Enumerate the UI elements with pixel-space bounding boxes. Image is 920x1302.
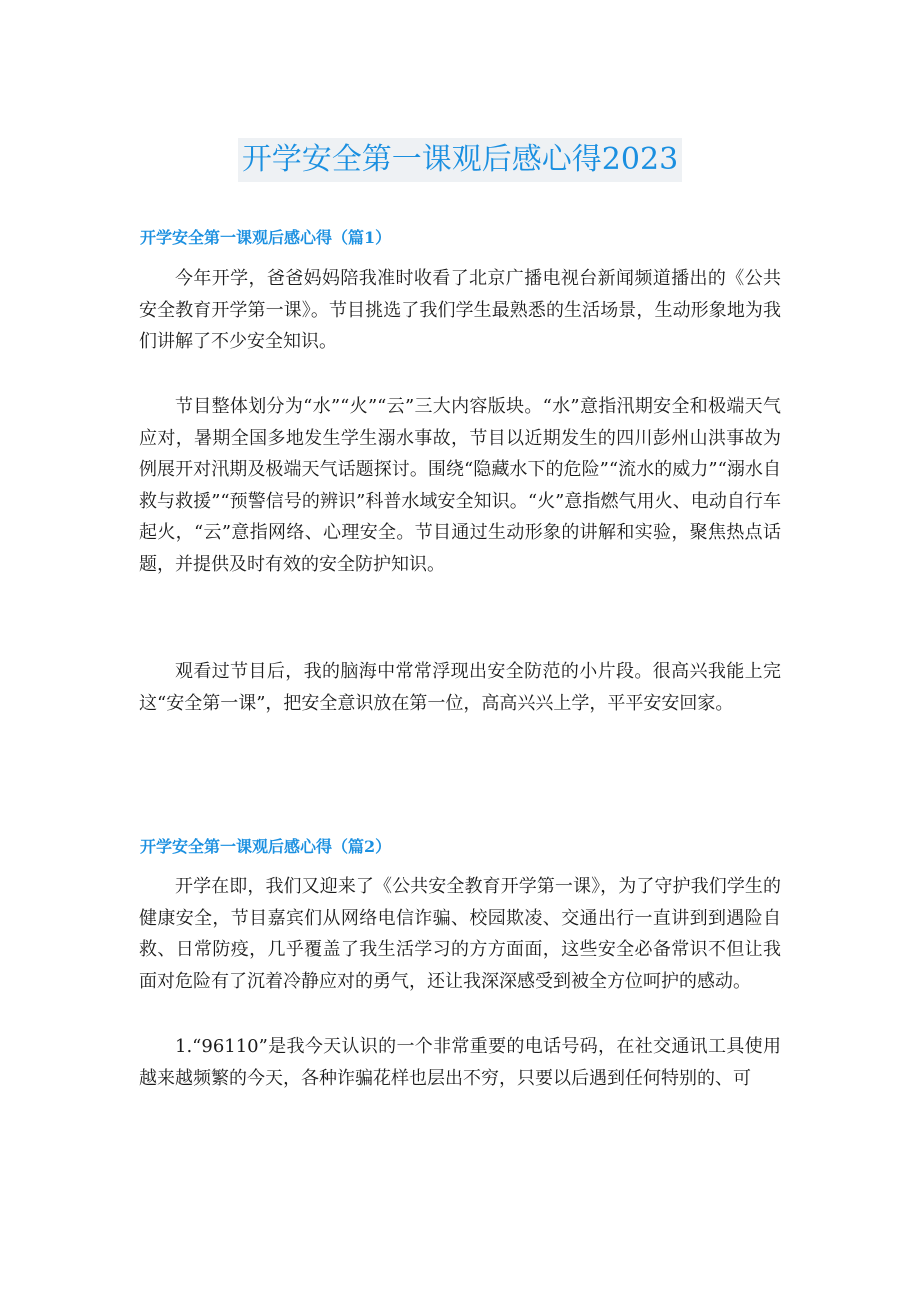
paragraph: 节目整体划分为“水”“火”“云”三大内容版块。“水”意指汛期安全和极端天气应对，暑期全国多地发生学生溺水事故，节目以近期发生的四川彭州山洪事故为例展开对汛期及极端天气话题探讨。围绕“隐藏水下的危险”“流水的威力”“溺水自救与救援”“预警信号的辨识”科普水域安全知识。“火”意指燃气用火、电动自行车起火，“云”意指网络、心理安全。节目通过生动形象的讲解和实验，聚焦热点话题，并提供及时有效的安全防护知识。 <box>139 396 781 575</box>
section-heading-1: 开学安全第一课观后感心得（篇1） <box>140 228 392 247</box>
document-title: 开学安全第一课观后感心得2023 <box>238 138 682 182</box>
title-container <box>0 138 920 182</box>
section-heading-2: 开学安全第一课观后感心得（篇2） <box>140 837 392 856</box>
paragraph: 今年开学，爸爸妈妈陪我准时收看了北京广播电视台新闻频道播出的《公共安全教育开学第一课》。节目挑选了我们学生最熟悉的生活场景，生动形象地为我们讲解了不少安全知识。 <box>139 268 781 352</box>
paragraph: 1.“96110”是我今天认识的一个非常重要的电话号码，在社交通讯工具使用越来越频繁的今天，各种诈骗花样也层出不穷，只要以后遇到任何特别的、可 <box>139 1036 781 1089</box>
paragraph: 开学在即，我们又迎来了《公共安全教育开学第一课》，为了守护我们学生的健康安全，节目嘉宾们从网络电信诈骗、校园欺凌、交通出行一直讲到到遇险自救、日常防疫，几乎覆盖了我生活学习的方方面面，这些安全必备常识不但让我面对危险有了沉着冷静应对的勇气，还让我深深感受到被全方位呵护的感动。 <box>139 876 781 992</box>
paragraph: 观看过节目后，我的脑海中常常浮现出安全防范的小片段。很高兴我能上完这“安全第一课”，把安全意识放在第一位，高高兴兴上学，平平安安回家。 <box>139 661 781 714</box>
